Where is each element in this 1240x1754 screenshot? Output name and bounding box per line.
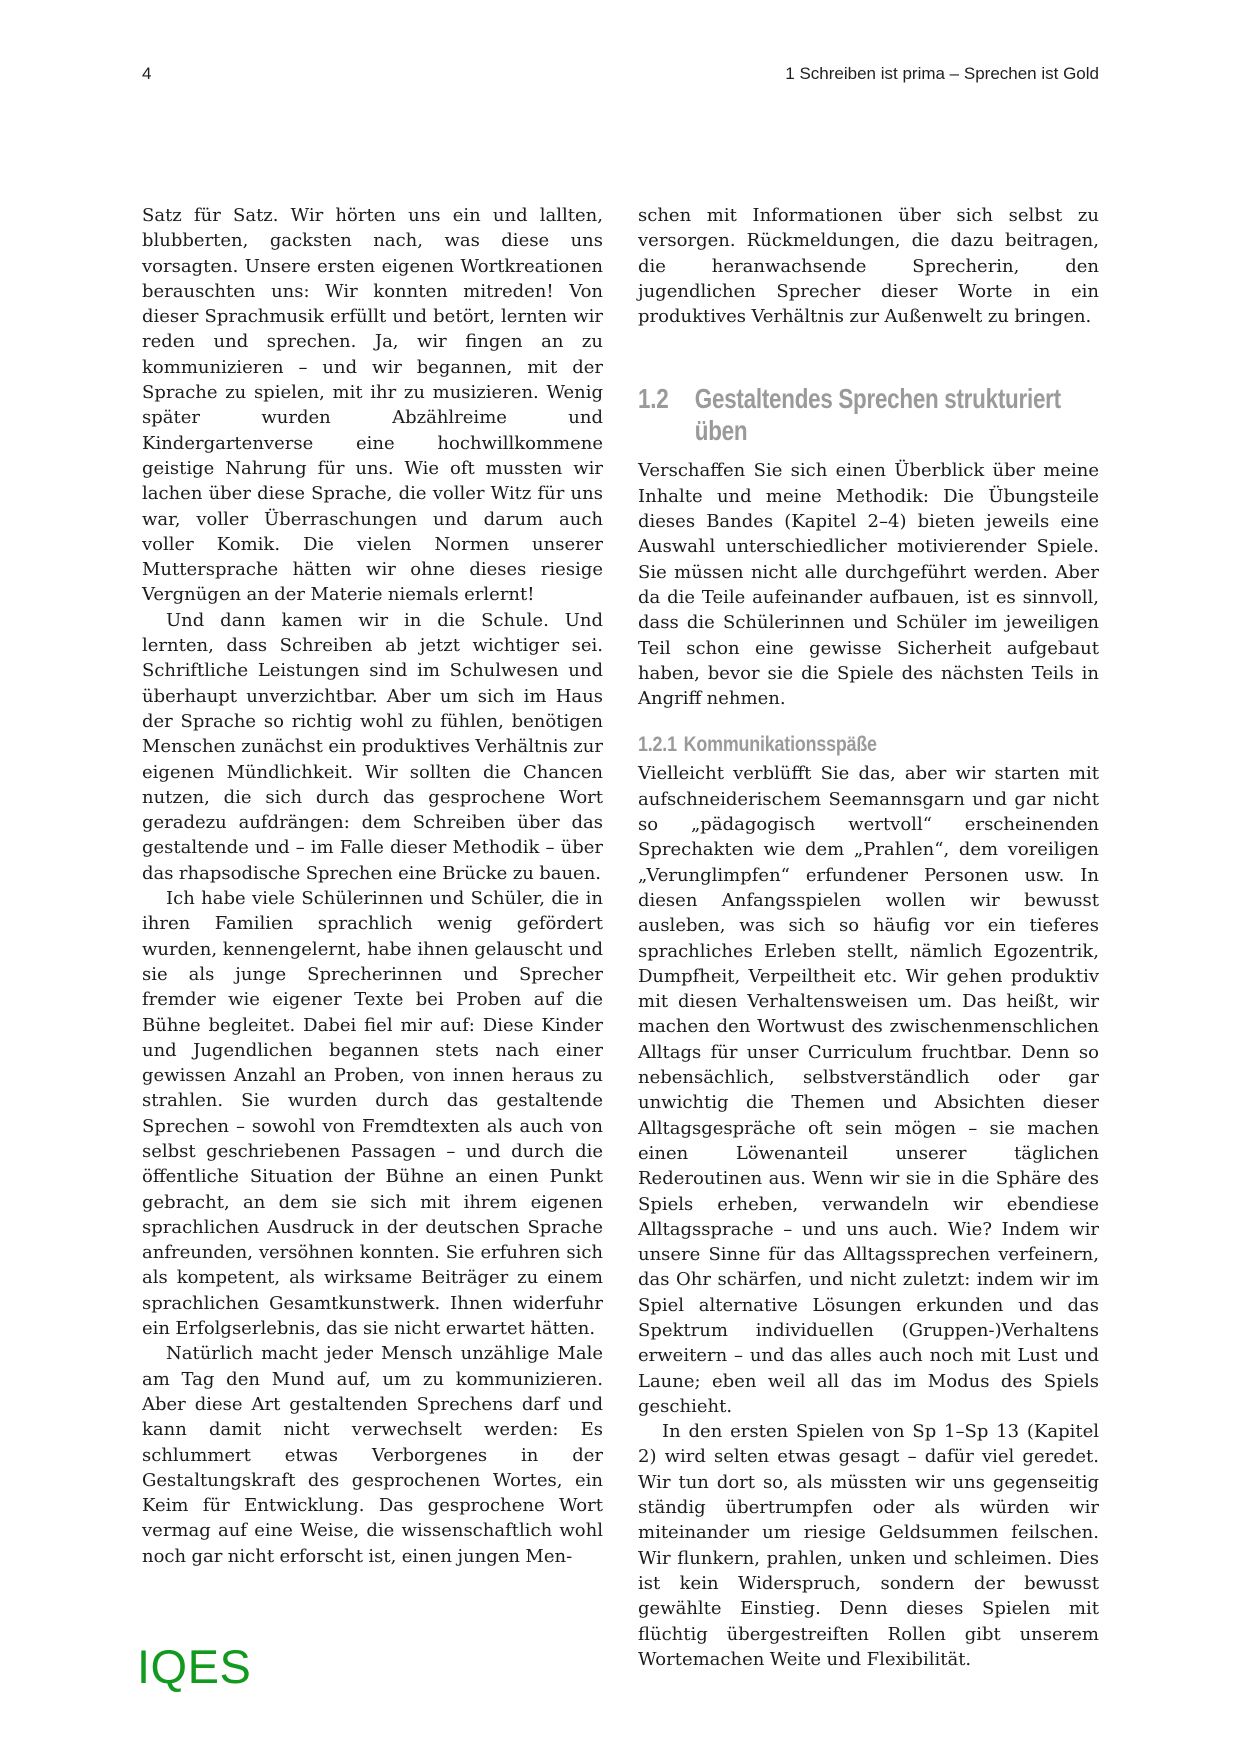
running-header-title: 1 Schreiben ist prima – Sprechen ist Gold [785,64,1099,83]
iqes-logo: IQES [137,1640,252,1693]
page-number: 4 [142,64,152,83]
running-header [142,64,1099,84]
subsection-heading [638,732,1099,758]
body-paragraph: schen mit Informationen über sich selbst zu versorgen. Rückmeldungen, die dazu beitragen, die heranwachsende Sprecherin, den jugendlichen Sprecher dieser Worte in ein produktives Verhältnis zur Außenwelt zu bringen. [638,205,1099,328]
subsection-title: Kommunikationsspäße [683,733,877,757]
body-paragraph: Und dann kamen wir in die Schule. Und lernten, dass Schreiben ab jetzt wichtiger sei. Schriftliche Leistungen sind im Schulwesen und überhaupt unverzichtbar. Aber um sich im Haus der Sprache so richtig wohl zu fühlen, benötigen Menschen zunächst ein produktives Verhältnis zur eigenen Mündlichkeit. Wir sollten die Chancen nutzen, die sich durch das gesprochene Wort geradezu aufdrängen: dem Schreiben über das gestaltende und – im Falle dieser Methodik – über das rhapsodische Sprechen eine Brücke zu bauen. [142,609,603,884]
body-paragraph: Satz für Satz. Wir hörten uns ein und lallten, blubberten, gacksten nach, was diese uns vorsagten. Unsere ersten eigenen Wortkreationen berauschten uns: Wir konnten mitreden! Von dieser Sprachmusik erfüllt und betört, lernten wir reden und sprechen. Ja, wir fingen an zu kommunizieren – und wir begannen, mit der Sprache zu spielen, mit ihr zu musizieren. Wenig später wurden Abzählreime und Kindergartenverse eine hochwillkommene geistige Nahrung für uns. Wie oft mussten wir lachen über diese Sprache, die voller Witz für uns war, voller Überraschungen und darum auch voller Komik. Die vielen Normen unserer Muttersprache hätten wir ohne dieses riesige Vergnügen an der Materie niemals erlernt! [142,205,603,606]
body-paragraph: Ich habe viele Schülerinnen und Schüler, die in ihren Familien sprachlich wenig gefördert wurden, kennengelernt, habe ihnen gelauscht und sie als junge Sprecherinnen und Sprecher fremder wie eigener Texte bei Proben auf die Bühne begleitet. Dabei fiel mir auf: Diese Kinder und Jugendlichen begannen stets nach einer gewissen Anzahl an Proben, von innen heraus zu strahlen. Sie wurden durch das gestaltende Sprechen – sowohl von Fremdtexten als auch von selbst geschriebenen Passagen – und durch die öffentliche Situation der Bühne an einen Punkt gebracht, an dem sie sich mit ihrem eigenen sprachlichen Ausdruck in der deutschen Sprache anfreunden, versöhnen konnten. Sie erfuhren sich als kompetent, als wirksame Beiträger zu einem sprachlichen Gesamtkunstwerk. Ihnen widerfuhr ein Erfolgserlebnis, das sie nicht erwartet hätten. [142,888,603,1340]
body-paragraph: Verschaffen Sie sich einen Überblick über meine Inhalte und meine Methodik: Die Übungsteile dieses Bandes (Kapitel 2–4) bieten jeweils eine Auswahl unterschiedlicher motivierender Spiele. Sie müssen nicht alle durchgeführt werden. Aber da die Teile aufeinander aufbauen, ist es sinnvoll, dass die Schülerinnen und Schüler im jeweiligen Teil schon eine gewisse Sicherheit aufgebaut haben, bevor sie die Spiele des nächsten Teils in Angriff nehmen. [638,460,1099,710]
left-column [142,203,603,1672]
text-columns [142,203,1099,1672]
section-heading [638,383,1099,447]
right-column [638,203,1099,1672]
subsection-number: 1.2.1 [638,733,677,757]
body-paragraph: Vielleicht verblüfft Sie das, aber wir starten mit aufschneiderischem Seemannsgarn und gar nicht so „pädagogisch wertvoll“ erscheinenden Sprechakten wie dem „Prahlen“, dem voreiligen „Verunglimpfen“ erfundener Personen usw. In diesen Anfangsspielen wollen wir bewusst ausleben, was sich so häufig vor ein tieferes sprachliches Erleben stellt, nämlich Egozentrik, Dumpfheit, Verpeiltheit etc. Wir gehen produktiv mit diesen Verhaltensweisen um. Das heißt, wir machen den Wortwust des zwischenmenschlichen Alltags für unser Curriculum fruchtbar. Denn so nebensächlich, selbstverständlich oder gar unwichtig die Themen und Absichten dieser Alltagsgespräche oft sein mögen – sie machen einen Löwenanteil unserer täglichen Rederoutinen aus. Wenn wir sie in die Sphäre des Spiels erheben, verwandeln wir ebendiese Alltagssprache – und uns auch. Wie? Indem wir unsere Sinne für das Alltagssprechen verfeinern, das Ohr schärfen, und nicht zuletzt: indem wir im Spiel alternative Lösungen erkunden und das Spektrum individuellen (Gruppen-)Verhaltens erweitern – und das alles auch noch mit Lust und Laune; eben weil all das im Modus des Spiels geschieht. [638,763,1099,1417]
section-title: Gestaltendes Sprechen strukturiert üben [694,383,1061,447]
section-number: 1.2 [638,383,669,415]
body-paragraph: In den ersten Spielen von Sp 1–Sp 13 (Kapitel 2) wird selten etwas gesagt – dafür viel geredet. Wir tun dort so, als müssten wir uns gegenseitig ständig übertrumpfen oder als würden wir miteinander um riesige Geldsummen feilschen. Wir flunkern, prahlen, unken und schleimen. Dies ist kein Widerspruch, sondern der bewusst gewählte Einstieg. Denn dieses Spielen mit flüchtig übergestreiften Rollen gibt unserem Wortemachen Weite und Flexibilität. [638,1421,1099,1670]
body-paragraph: Natürlich macht jeder Mensch unzählige Male am Tag den Mund auf, um zu kommunizieren. Aber diese Art gestaltenden Sprechens darf und kann damit nicht verwechselt werden: Es schlummert etwas Verborgenes in der Gestaltungskraft des gesprochenen Wortes, ein Keim für Entwicklung. Das gesprochene Wort vermag auf eine Weise, die wissenschaftlich wohl noch gar nicht erforscht ist, einen jungen Men- [142,1343,603,1567]
